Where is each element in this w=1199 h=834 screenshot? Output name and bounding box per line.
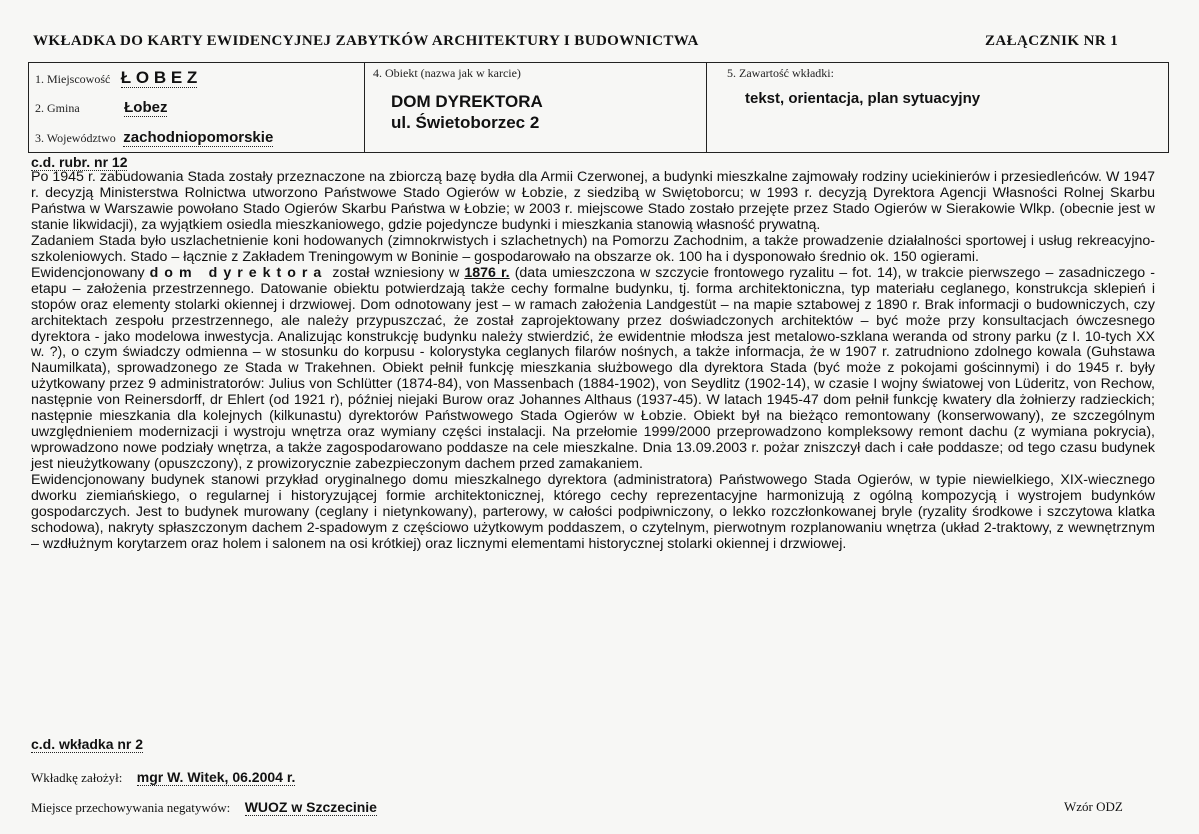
negatives-value: WUOZ w Szczecinie (244, 799, 377, 815)
voivodeship-value: zachodniopomorskie (123, 129, 274, 146)
rubric-heading: c.d. rubr. nr 12 (31, 154, 128, 170)
object-label: 4. Obiekt (nazwa jak w karcie) (373, 66, 521, 80)
locality-label: 1. Miejscowość (35, 72, 111, 86)
form-title: WKŁADKA DO KARTY EWIDENCYJNEJ ZABYTKÓW ARCHITEKTURY I BUDOWNICTWA (33, 33, 699, 49)
object-name-emphasis: dom dyrektora (149, 264, 328, 281)
paragraph-prefix: Ewidencjonowany (31, 264, 150, 281)
column-divider (364, 63, 365, 152)
prepared-by-row (31, 769, 295, 787)
content-value: tekst, orientacja, plan sytuacyjny (745, 90, 981, 107)
locality-value: Ł O B E Z (120, 68, 198, 87)
insert-heading: c.d. wkładka nr 2 (31, 736, 144, 752)
voivodeship-field (35, 129, 273, 147)
prepared-label: Wkładkę założył: (31, 770, 123, 785)
object-address: ul. Świetoborzec 2 (391, 113, 540, 132)
paragraph-rest: (data umieszczona w szczycie frontowego ryzalitu – fot. 14), w trakcie pierwszego – zasadniczego - etapu – założenia przestrzennego. Datowanie obiektu potwierdzają także cechy formalne budynku, tj. forma architektoniczna, typ materiału ceglanego, konstrukcja sklepień i stopów oraz elementy stolarki okiennej i drzwiowej. Dom odnotowany jest – w ramach założenia Landgestüt – na mapie sztabowej z 1890 r. Brak informacji o budowniczych, czy architektach zespołu przestrzennego, ale należy przypuszczać, że został zaprojektowany przez doświadczonych architektów – być może przy konsultacjach ówczesnego dyrektora - jako modelowa inwestycja. Analizując konstrukcję budynku należy stwierdzić, że ewidentnie młodsza jest metalowo-szklana weranda od strony parku (z I. 10-tych XX w. ?), o czym świadczy odmienna – w stosunku do korpusu - kolorystyka ceglanych filarów nośnych, a także informacja, że w 1907 r. zatrudniono zdolnego kowala (Guhstawa Naumilkata), sprowadzonego ze Stada w Trakehnen. Obiekt pełnił funkcję mieszkania służbowego dla dyrektora Stada (być może z pokojami gościnnymi) i do 1945 r. były użytkowany przez 9 administratorów: Julius von Schlütter (1874-84), von Massenbach (1884-1902), von Seydlitz (1902-14), w czasie I wojny światowej von Lüderitz, von Rechow, następnie von Reinersdorff, dr Ehlert (od 1921 r), później niejaki Burow oraz Johannes Althaus (1937-45). W latach 1945-47 dom pełnił funkcję kwatery dla żołnierzy radzieckich; następnie mieszkania dla kolejnych (kilkunastu) dyrektorów Państwowego Stada Ogierów w Łobzie. Obiekt był na bieżąco remontowany (konserwowany), ze szczególnym uwzględnieniem modernizacji i wystroju wnętrza oraz wymiany części instalacji. Na przełomie 1999/2000 przeprowadzono kompleksowy remont dachu (z wymiana pokrycia), wprowadzono nowe podziały wnętrza, a także zagospodarowano poddasze na cele mieszkalne. Dnia 13.09.2003 r. pożar zniszczył dach i całe poddasze; od tego czasu budynek jest nieużytkowany (opuszczony), z prowizorycznie zabezpieczonym dachem przed zamakaniem. (31, 264, 1155, 473)
negatives-label: Miejsce przechowywania negatywów: (31, 800, 231, 815)
description-text (31, 170, 1155, 553)
construction-year: 1876 r. (464, 264, 510, 281)
column-divider (706, 63, 707, 152)
paragraph-history: Po 1945 r. zabudowania Stada zostały przeznaczone na zbiorczą bazę bydła dla Armii Czerwonej, a budynki mieszkalne zajmowały rodziny uciekinierów i przesiedleńców. W 1947 r. decyzją Ministerstwa Rolnictwa utworzono Państwowe Stado Ogierów w Łobzie, z siedzibą w Swiętoborcu; w 1993 r. decyzją Dyrektora Agencji Własności Rolnej Skarbu Państwa w Warszawie powołano Stado Ogierów Skarbu Państwa w Łobzie; w 2003 r. miejscowe Stado zostało przejęte przez Stado Ogierów w Sierakowie Wlkp. (obecnie jest w stanie likwidacji), za wyjątkiem osiedla mieszkaniowego, gdzie pojedyncze budynki i mieszkania stanowią własność prywatną. (31, 169, 1155, 233)
commune-field (35, 99, 167, 117)
paragraph-purpose: Zadaniem Stada było uszlachetnienie koni hodowanych (zimnokrwistych i szlachetnych) na Pomorzu Zachodnim, a także prowadzenie działalności sportowej i usług rekreacyjno-szkoleniowych. Stado – łącznie z Zakładem Treningowym w Boninie – gospodarowało na obszarze ok. 100 ha i dysponowało średnio ok. 150 ogierami. (31, 232, 1155, 265)
prepared-value: mgr W. Witek, 06.2004 r. (136, 769, 296, 785)
paragraph-description: Ewidencjonowany budynek stanowi przykład oryginalnego domu mieszkalnego dyrektora (administratora) Państwowego Stada Ogierów, w typie niewielkiego, XIX-wiecznego dworku ziemiańskiego, o regularnej i historyzującej formie architektonicznej, którego cechy reprezentacyjne harmonizują z ogólną kompozycją i wystrojem budynków gospodarczych. Jest to budynek murowany (ceglany i nietynkowany), parterowy, w całości podpiwniczony, o lekko rozczłonkowanej bryle (ryzality środkowe i szczytowa klatka schodowa), nakryty spłaszczonym dachem 2-spadowym z częściowo użytkowym poddaszem, o czytelnym, pierwotnym rozplanowaniu wnętrza (układ 2-traktowy, z wewnętrznym – wzdłużnym korytarzem oraz holem i salonem na osi krótkiej) oraz licznymi elementami historycznej stolarki okiennej i drzwiowej. (31, 472, 1155, 552)
paragraph-mid: został wzniesiony w (327, 264, 465, 281)
annex-label: ZAŁĄCZNIK NR 1 (985, 33, 1119, 49)
negatives-row (31, 799, 377, 817)
paragraph-building-history (31, 266, 1155, 473)
object-title (391, 91, 543, 133)
commune-value: Łobez (124, 99, 168, 116)
form-model: Wzór ODZ (1064, 799, 1123, 814)
content-label: 5. Zawartość wkładki: (727, 66, 834, 80)
commune-label: 2. Gmina (35, 101, 80, 115)
voivodeship-label: 3. Województwo (35, 131, 116, 145)
locality-field (35, 68, 197, 88)
info-box (28, 62, 1169, 153)
object-name: DOM DYREKTORA (391, 92, 543, 111)
